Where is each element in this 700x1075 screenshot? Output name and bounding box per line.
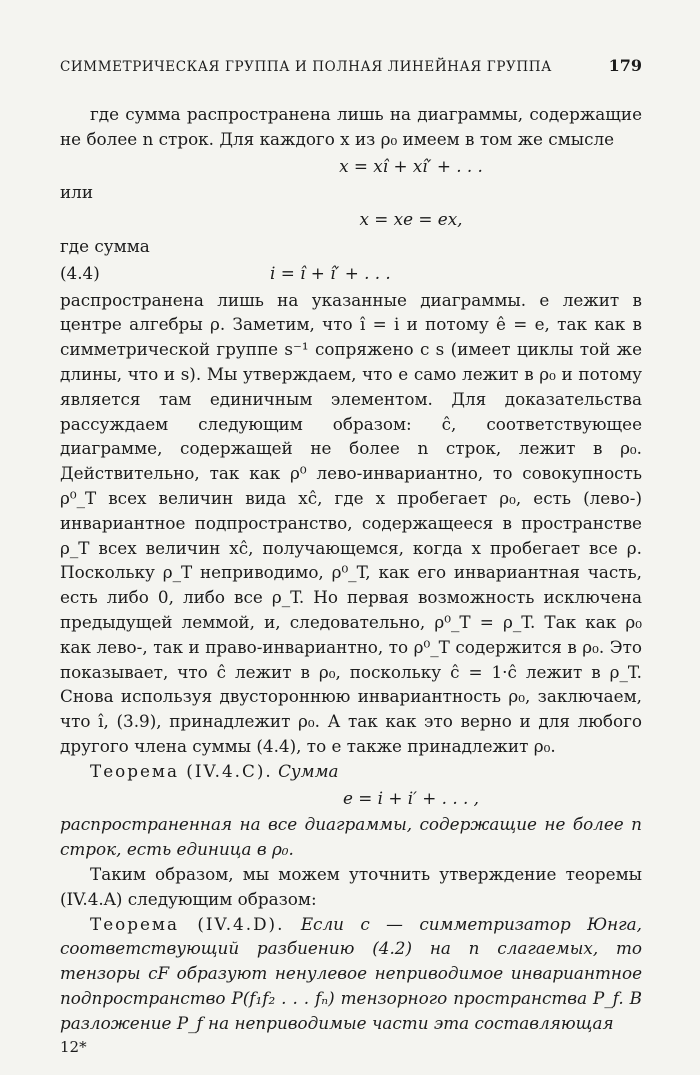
formula-x-e: x = xe = ex, — [359, 209, 463, 230]
text-where-sum: где сумма — [60, 235, 150, 256]
theorem-c — [60, 759, 642, 784]
theorem-d-text: Если c — симметризатор Юнга, соответствующий разбиению (4.2) на n слагаемых, то тензоры cF образуют ненулевое неприводимое инвариантное подпространство P(f₁f₂ . . . fₙ) тензорного пространства P_f. В разложение P_f на неприводимые части эта составляющая — [60, 913, 642, 1033]
formula-x-decomposition: x = xî + xî′ + . . . — [339, 155, 483, 176]
running-head: СИММЕТРИЧЕСКАЯ ГРУППА И ПОЛНАЯ ЛИНЕЙНАЯ ГРУППА — [60, 59, 552, 75]
equation-label: (4.4) — [60, 262, 100, 283]
theorem-c-label: Теорема (IV.4.C). — [90, 760, 273, 781]
theorem-c-intro: Сумма — [278, 760, 339, 781]
paragraph-2: распространена лишь на указанные диаграммы. e лежит в центре алгебры ρ. Заметим, что î = i и потому ê = e, так как в симметрической группе s⁻¹ сопряжено с s (имеет циклы той же длины, что и s). Мы утверждаем, что e само лежит в ρ₀ и потому является там единичным элементом. Для доказательства рассуждаем следующим образом: ĉ, соответствующее диаграмме, содержащей не более n строк, лежит в ρ₀. Действительно, так как ρ⁰ лево-инвариантно, то совокупность ρ⁰_T всех величин вида xĉ, где x пробегает ρ₀, есть (лево-) инвариантное подпространство, содержащееся в пространстве ρ_T всех величин xĉ, получающемся, когда x пробегает все ρ. Поскольку ρ_T неприводимо, ρ⁰_T, как его инвариантная часть, есть либо 0, либо все ρ_T. Но первая возможность исключена предыдущей леммой, и, следовательно, ρ⁰_T = ρ_T. Так как ρ₀ как лево-, так и право-инвариантно, то ρ⁰_T содержится в ρ₀. Это показывает, что ĉ лежит в ρ₀, поскольку ĉ = 1·ĉ лежит в ρ_T. Снова используя двустороннюю инвариантность ρ₀, заключаем, что î, (3.9), принадлежит ρ₀. А так как это верно и для любого другого члена суммы (4.4), то e также принадлежит ρ₀. — [60, 289, 642, 756]
theorem-c-text: распространенная на все диаграммы, содержащие не более n строк, есть единица в ρ₀. — [60, 814, 642, 860]
equation-4-4 — [60, 261, 642, 286]
paragraph-1: где сумма распространена лишь на диаграммы, содержащие не более n строк. Для каждого x из ρ₀ имеем в том же смысле — [60, 104, 642, 149]
paragraph-3: Таким образом, мы можем уточнить утверждение теоремы (IV.4.A) следующим образом: — [60, 863, 642, 909]
page-number: 179 — [608, 56, 642, 75]
page-body — [60, 102, 642, 1060]
theorem-d-label: Теорема (IV.4.D). — [90, 913, 285, 934]
printer-signature: 12* — [60, 1038, 87, 1057]
text-or: или — [60, 182, 94, 203]
equation-body: i = î + î′ + . . . — [270, 262, 391, 283]
page-header — [60, 56, 642, 75]
formula-e-sum: e = i + i′ + . . . , — [342, 787, 479, 808]
theorem-d — [60, 912, 642, 1036]
